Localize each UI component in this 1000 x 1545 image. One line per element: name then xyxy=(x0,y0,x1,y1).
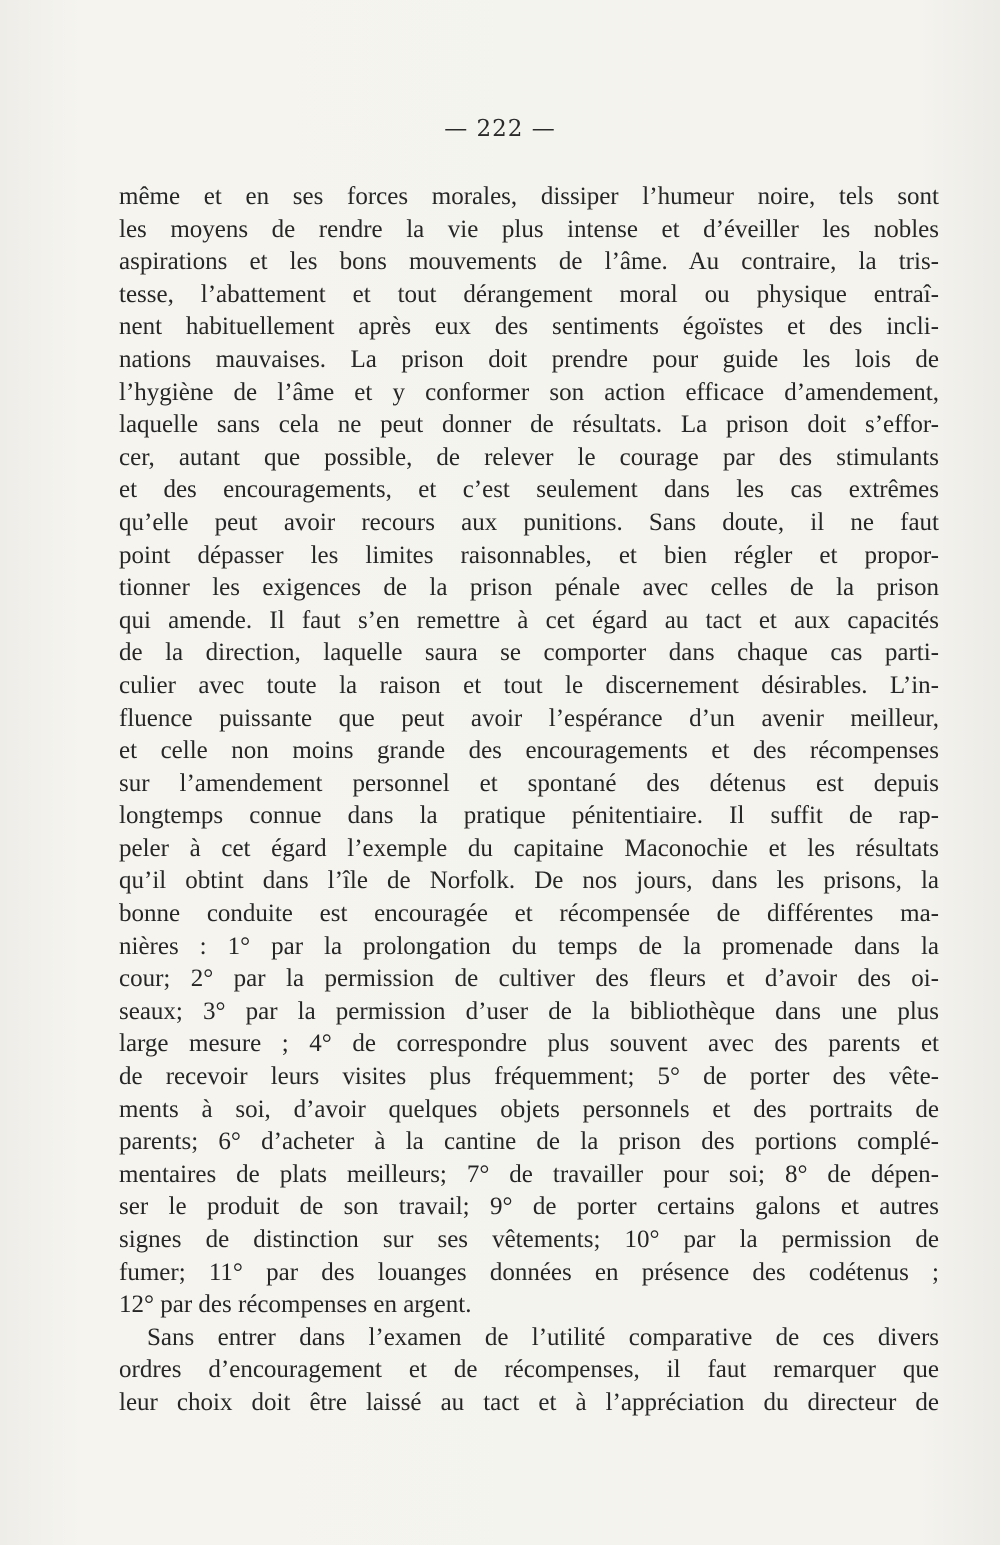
text-line: longtemps connue dans la pratique pénitentiaire. Il suffit de rap- xyxy=(119,802,939,830)
text-line: peler à cet égard l’exemple du capitaine Maconochie et les résultats xyxy=(119,834,939,862)
text-line: nent habituellement après eux des sentiments égoïstes et des incli- xyxy=(119,313,939,341)
text-line: leur choix doit être laissé au tact et à l’appréciation du directeur de xyxy=(119,1388,939,1416)
text-line: point dépasser les limites raisonnables, et bien régler et propor- xyxy=(119,541,939,569)
text-line: bonne conduite est encouragée et récompensée de différentes ma- xyxy=(119,900,939,928)
text-line: aspirations et les bons mouvements de l’âme. Au contraire, la tris- xyxy=(119,248,939,276)
text-line: sur l’amendement personnel et spontané des détenus est depuis xyxy=(119,769,939,797)
text-line: fluence puissante que peut avoir l’espérance d’un avenir meilleur, xyxy=(119,704,939,732)
text-line: qui amende. Il faut s’en remettre à cet égard au tact et aux capacités xyxy=(119,606,939,634)
text-line: de recevoir leurs visites plus fréquemment; 5° de porter des vête- xyxy=(119,1063,939,1091)
text-line: laquelle sans cela ne peut donner de résultats. La prison doit s’effor- xyxy=(119,411,939,439)
text-line: de la direction, laquelle saura se comporter dans chaque cas parti- xyxy=(119,639,939,667)
text-line: tesse, l’abattement et tout dérangement moral ou physique entraî- xyxy=(119,280,939,308)
text-line: et des encouragements, et c’est seulement dans les cas extrêmes xyxy=(119,476,939,504)
text-line: qu’il obtint dans l’île de Norfolk. De nos jours, dans les prisons, la xyxy=(119,867,939,895)
text-line: et celle non moins grande des encouragements et des récompenses xyxy=(119,737,939,765)
text-line: les moyens de rendre la vie plus intense et d’éveiller les nobles xyxy=(119,215,939,243)
page-number: — 222 — xyxy=(444,116,556,142)
text-line: tionner les exigences de la prison pénale avec celles de la prison xyxy=(119,574,939,602)
text-line: qu’elle peut avoir recours aux punitions. Sans doute, il ne faut xyxy=(119,508,939,536)
text-line: seaux; 3° par la permission d’user de la bibliothèque dans une plus xyxy=(119,997,939,1025)
text-line: même et en ses forces morales, dissiper l’humeur noire, tels sont xyxy=(119,183,939,210)
text-line: mentaires de plats meilleurs; 7° de travailler pour soi; 8° de dépen- xyxy=(119,1160,939,1188)
text-line: signes de distinction sur ses vêtements; 10° par la permission de xyxy=(119,1226,939,1253)
text-line: ments à soi, d’avoir quelques objets personnels et des portraits de xyxy=(119,1095,939,1123)
text-line: cer, autant que possible, de relever le courage par des stimulants xyxy=(119,443,939,471)
text-line: cour; 2° par la permission de cultiver des fleurs et d’avoir des oi- xyxy=(119,965,939,993)
text-line-paragraph-start: Sans entrer dans l’examen de l’utilité comparative de ces divers xyxy=(147,1323,939,1351)
text-line-paragraph-end: 12° par des récompenses en argent. xyxy=(119,1291,472,1319)
text-line: nières : 1° par la prolongation du temps de la promenade dans la xyxy=(119,932,939,960)
text-line: l’hygiène de l’âme et y conformer son action efficace d’amendement, xyxy=(119,378,939,406)
text-line: culier avec toute la raison et tout le discernement désirables. L’in- xyxy=(119,671,939,699)
text-line: ser le produit de son travail; 9° de porter certains galons et autres xyxy=(119,1193,939,1221)
text-line: ordres d’encouragement et de récompenses, il faut remarquer que xyxy=(119,1356,939,1384)
text-line: nations mauvaises. La prison doit prendre pour guide les lois de xyxy=(119,345,939,373)
body-text xyxy=(119,181,939,1420)
text-line: large mesure ; 4° de correspondre plus souvent avec des parents et xyxy=(119,1030,939,1058)
text-line: parents; 6° d’acheter à la cantine de la prison des portions complé- xyxy=(119,1128,939,1156)
text-line: fumer; 11° par des louanges données en présence des codétenus ; xyxy=(119,1258,939,1286)
